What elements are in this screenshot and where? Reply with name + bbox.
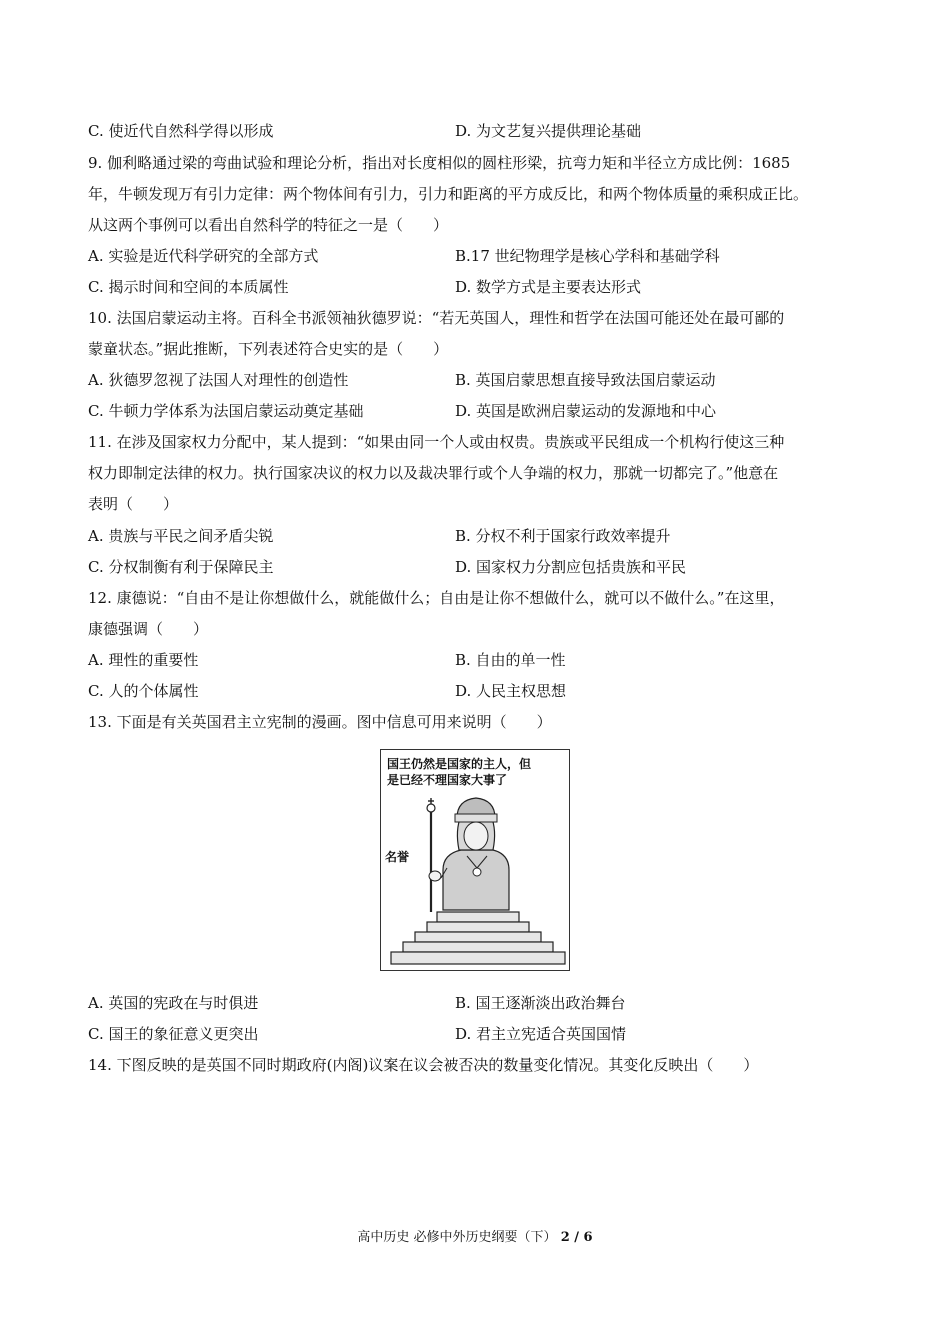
q11-option-b: B. 分权不利于国家行政效率提升 — [455, 527, 671, 545]
q10-option-b: B. 英国启蒙思想直接导致法国启蒙运动 — [455, 371, 716, 389]
q8-option-c: C. 使近代自然科学得以形成 — [88, 122, 274, 140]
q12-option-d: D. 人民主权思想 — [455, 682, 567, 700]
q13-option-a: A. 英国的宪政在与时俱进 — [88, 994, 259, 1012]
q10-option-d: D. 英国是欧洲启蒙运动的发源地和中心 — [455, 402, 717, 420]
cartoon-speech-text — [387, 756, 531, 788]
q13-option-c: C. 国王的象征意义更突出 — [88, 1025, 259, 1043]
page-number: 2 / 6 — [560, 1230, 593, 1245]
q11-stem-line-2: 权力即制定法律的权力。执行国家决议的权力以及裁决罪行或个人争端的权力，那就一切都完了。”他意在 — [88, 464, 779, 482]
cartoon-speech-line-2: 是已经不理国家大事了 — [387, 773, 508, 787]
q9-stem-line-2: 年，牛顿发现万有引力定律：两个物体间有引力，引力和距离的平方成反比，和两个物体质量的乘积成正比。 — [88, 185, 809, 203]
q12-option-b: B. 自由的单一性 — [455, 651, 566, 669]
q11-stem-line-3: 表明（ ） — [88, 495, 179, 513]
q8-option-d: D. 为文艺复兴提供理论基础 — [455, 122, 642, 140]
q11-option-a: A. 贵族与平民之间矛盾尖锐 — [88, 527, 274, 545]
q10-stem-line-1: 10. 法国启蒙运动主将。百科全书派领袖狄德罗说：“若无英国人，理性和哲学在法国可能还处在最可鄙的 — [88, 309, 785, 327]
q13-option-b: B. 国王逐渐淡出政治舞台 — [455, 994, 626, 1012]
cartoon-speech-line-1: 国王仍然是国家的主人，但 — [387, 757, 532, 771]
q9-option-c: C. 揭示时间和空间的本质属性 — [88, 278, 289, 296]
page-footer — [0, 1229, 950, 1247]
q14-stem-line-1: 14. 下图反映的是英国不同时期政府(内阁)议案在议会被否决的数量变化情况。其变化反映出（ ） — [88, 1056, 759, 1074]
q11-option-c: C. 分权制衡有利于保障民主 — [88, 558, 274, 576]
q11-stem-line-1: 11. 在涉及国家权力分配中，某人提到：“如果由同一个人或由权贵。贵族或平民组成一个机构行使这三种 — [88, 433, 785, 451]
cartoon-label-honor: 名誉 — [385, 850, 410, 864]
footer-course-title: 高中历史 必修中外历史纲要（下） — [357, 1230, 557, 1245]
q9-option-d: D. 数学方式是主要表达形式 — [455, 278, 642, 296]
q9-option-a: A. 实验是近代科学研究的全部方式 — [88, 247, 319, 265]
q9-stem-line-3: 从这两个事例可以看出自然科学的特征之一是（ ） — [88, 216, 449, 234]
monarchy-cartoon — [380, 749, 570, 971]
q12-stem-line-2: 康德强调（ ） — [88, 620, 209, 638]
q12-stem-line-1: 12. 康德说：“自由不是让你想做什么，就能做什么；自由是让你不想做什么，就可以不做什么。”在这里， — [88, 589, 785, 607]
q9-stem-line-1: 9. 伽利略通过梁的弯曲试验和理论分析，指出对长度相似的圆柱形梁，抗弯力矩和半径立方成比例：1685 — [88, 154, 791, 172]
q12-option-a: A. 理性的重要性 — [88, 651, 199, 669]
q10-option-a: A. 狄德罗忽视了法国人对理性的创造性 — [88, 371, 349, 389]
q10-option-c: C. 牛顿力学体系为法国启蒙运动奠定基础 — [88, 402, 364, 420]
q12-option-c: C. 人的个体属性 — [88, 682, 199, 700]
q9-option-b: B.17 世纪物理学是核心学科和基础学科 — [455, 247, 720, 265]
q11-option-d: D. 国家权力分割应包括贵族和平民 — [455, 558, 687, 576]
q13-option-d: D. 君主立宪适合英国国情 — [455, 1025, 627, 1043]
q13-stem-line-1: 13. 下面是有关英国君主立宪制的漫画。图中信息可用来说明（ ） — [88, 713, 552, 731]
q10-stem-line-2: 蒙童状态。”据此推断，下列表述符合史实的是（ ） — [88, 340, 449, 358]
